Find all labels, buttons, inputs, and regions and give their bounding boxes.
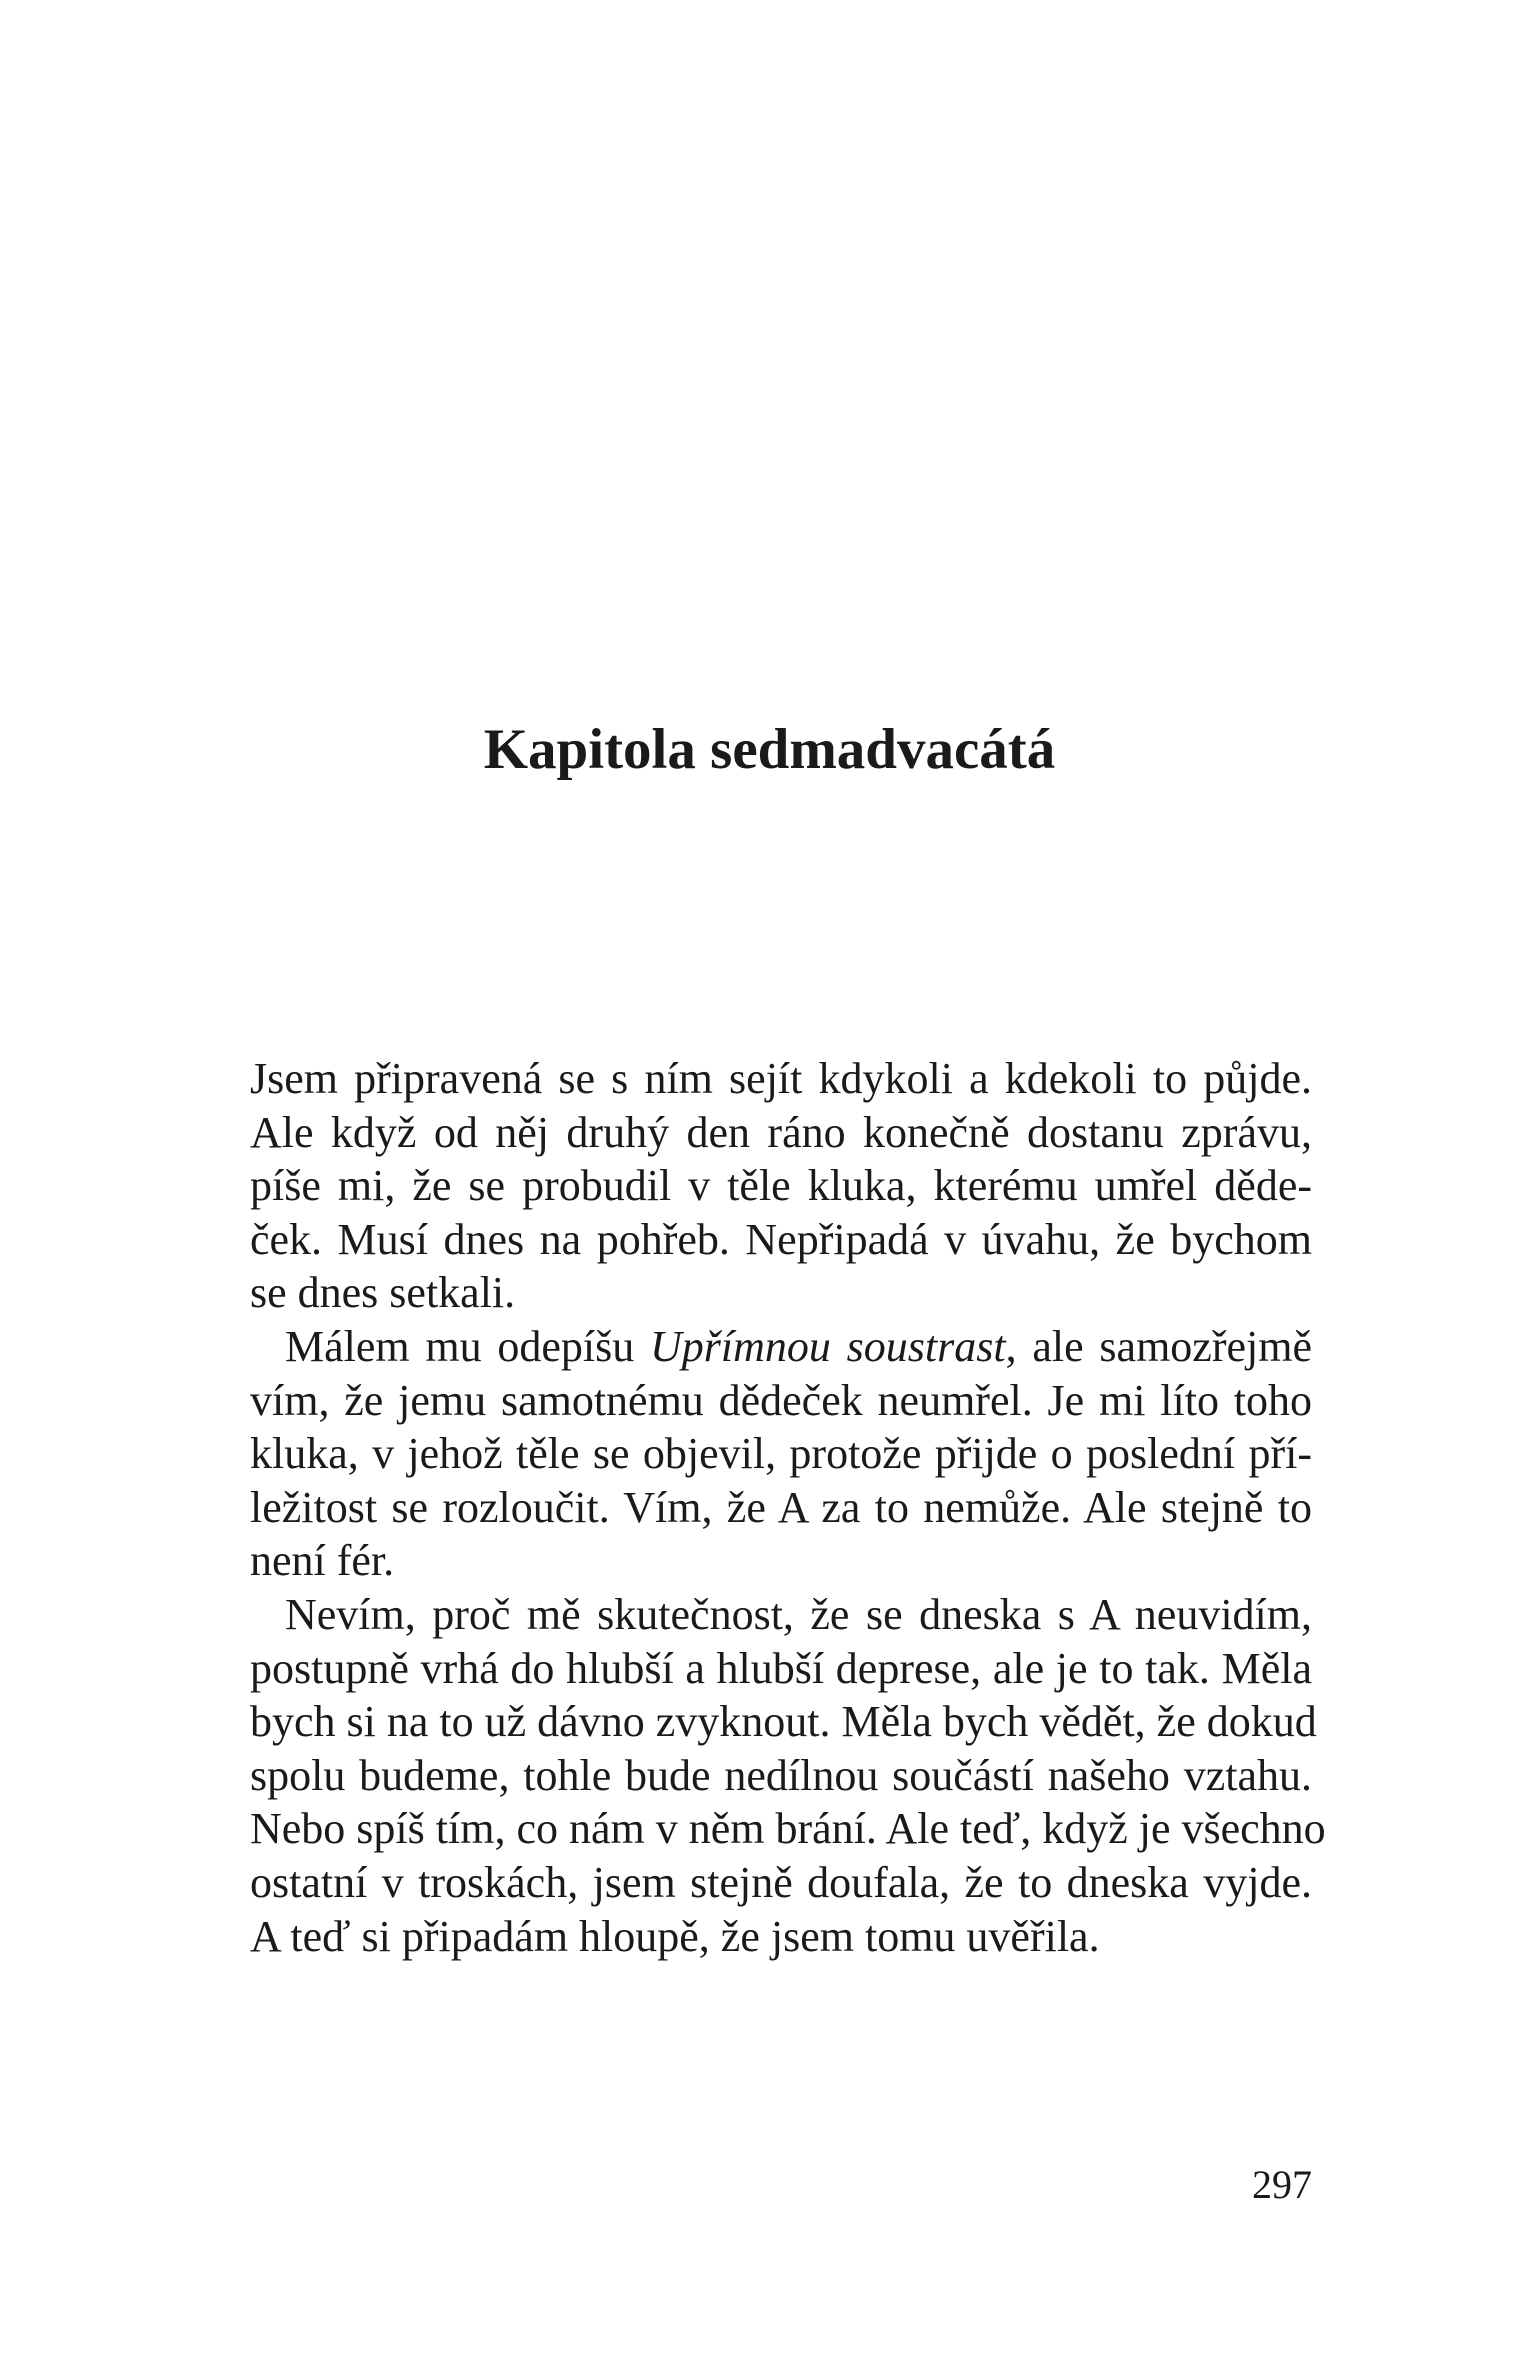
text-line: spolu budeme, tohle bude nedílnou součástí našeho vztahu. <box>250 1750 1312 1800</box>
paragraph-2 <box>250 1320 1312 1588</box>
text-line: ostatní v troskách, jsem stejně doufala, že to dneska vyjde. <box>250 1857 1312 1907</box>
text-line: vím, že jemu samotnému dědeček neumřel. Je mi líto toho <box>250 1375 1312 1425</box>
text-line: není fér. <box>250 1536 395 1586</box>
text-line: ležitost se rozloučit. Vím, že A za to nemůže. Ale stejně to <box>250 1482 1312 1532</box>
text-run: Málem mu odepíšu <box>285 1321 651 1371</box>
chapter-title: Kapitola sedmadvacátá <box>483 718 1056 781</box>
paragraph-3 <box>250 1588 1326 1963</box>
text-run: , ale samozřejmě <box>1005 1321 1312 1371</box>
text-line: se dnes setkali. <box>250 1268 516 1318</box>
text-line: Ale když od něj druhý den ráno konečně dostanu zprávu, <box>250 1107 1312 1157</box>
text-line: Nebo spíš tím, co nám v něm brání. Ale teď, když je všechno <box>250 1804 1326 1854</box>
text-line: kluka, v jehož těle se objevil, protože přijde o poslední pří- <box>250 1429 1312 1479</box>
page-number: 297 <box>1252 2162 1312 2207</box>
body-text <box>250 1052 1326 1963</box>
text-line: ček. Musí dnes na pohřeb. Nepřipadá v úvahu, že bychom <box>250 1214 1312 1264</box>
paragraph-1 <box>250 1052 1312 1320</box>
text-line: Nevím, proč mě skutečnost, že se dneska s A neuvidím, <box>285 1589 1312 1639</box>
text-line: postupně vrhá do hlubší a hlubší deprese, ale je to tak. Měla <box>250 1643 1312 1693</box>
text-line <box>250 1320 1312 1374</box>
text-line: Jsem připravená se s ním sejít kdykoli a kdekoli to půjde. <box>250 1054 1312 1103</box>
text-line: A teď si připadám hloupě, že jsem tomu uvěřila. <box>250 1911 1100 1961</box>
text-line: bych si na to už dávno zvyknout. Měla bych vědět, že dokud <box>250 1697 1317 1747</box>
italic-phrase: Upřímnou soustrast <box>650 1321 1006 1371</box>
text-line: píše mi, že se probudil v těle kluka, kterému umřel děde- <box>250 1161 1312 1211</box>
